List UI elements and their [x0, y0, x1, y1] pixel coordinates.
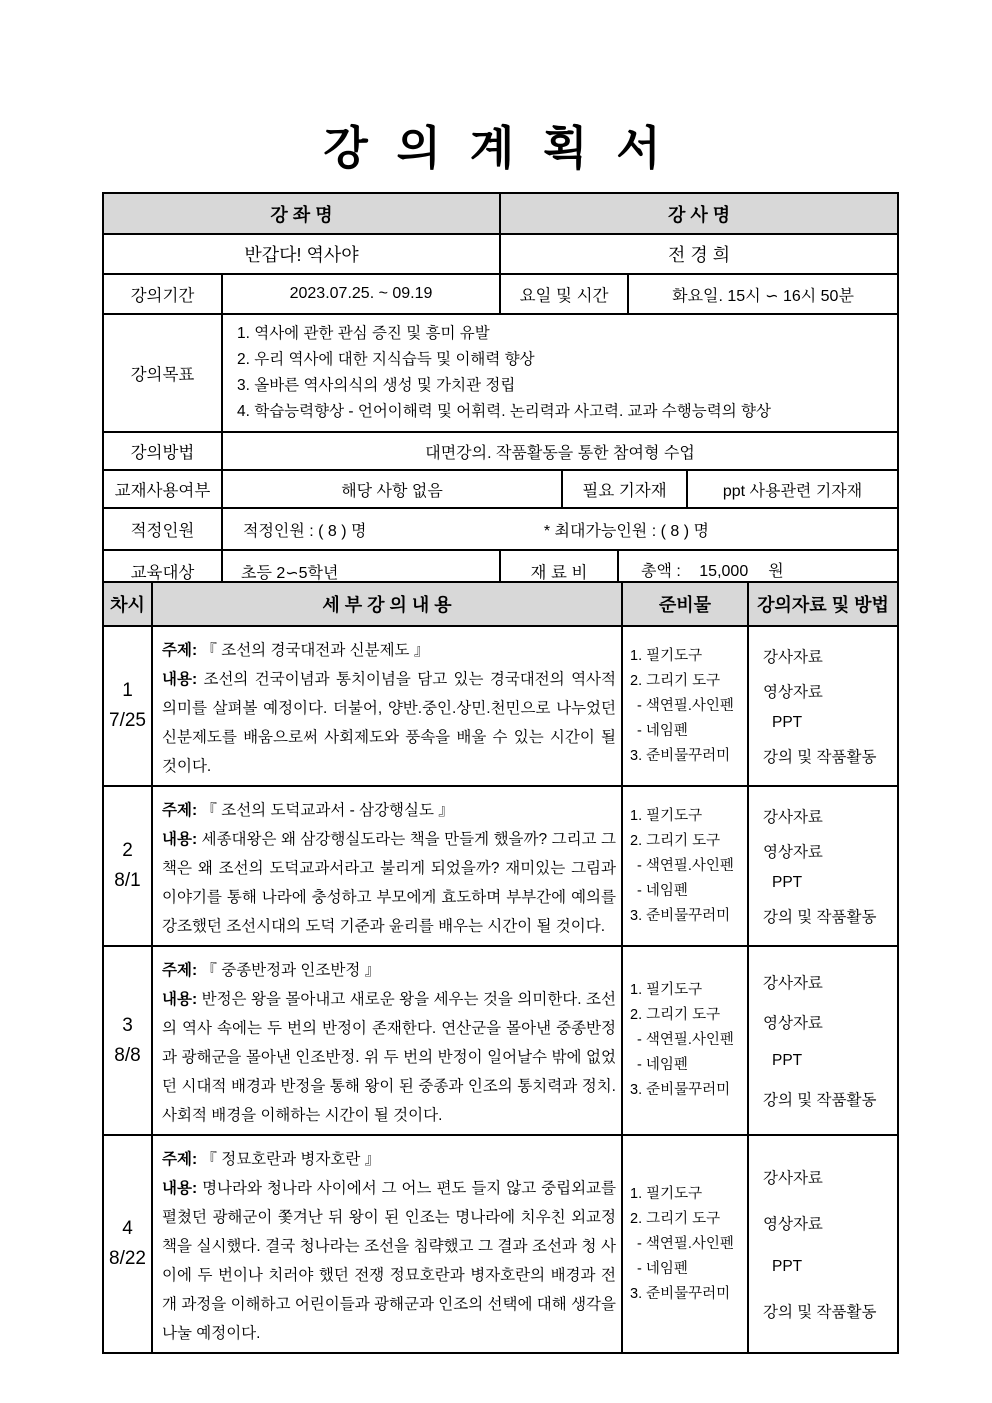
capacity-label: 적정인원 — [103, 508, 222, 550]
target-label: 교육대상 — [103, 550, 222, 592]
day-time-label: 요일 및 시간 — [500, 274, 628, 314]
objectives-row — [103, 314, 898, 432]
instructor-value: 전 경 희 — [500, 234, 898, 274]
period-row — [103, 274, 898, 314]
materials-cell — [622, 946, 748, 1135]
lesson-topic: 주제: 『 정묘호란과 병자호란 』 — [162, 1151, 381, 1168]
session-header: 차시 — [103, 582, 152, 626]
resource-item: 강사자료 — [763, 975, 823, 993]
resource-item: 영상자료 — [763, 843, 823, 861]
material-item: - 네임펜 — [637, 722, 688, 739]
resources-cell — [748, 626, 898, 786]
capacity-max-value: * 최대가능인원 : ( 8 ) 명 — [543, 522, 709, 540]
material-item: - 색연필.사인펜 — [637, 1235, 734, 1252]
lesson-topic: 주제: 『 조선의 도덕교과서 - 삼강행실도 』 — [162, 802, 454, 819]
lesson-content-cell — [152, 626, 622, 786]
material-item: 1. 필기도구 — [630, 982, 703, 998]
materials-cell — [622, 786, 748, 946]
material-item: 1. 필기도구 — [630, 807, 703, 824]
resource-item: 강의 및 작품활동 — [763, 908, 877, 926]
course-name-value: 반갑다! 역사야 — [103, 234, 500, 274]
lesson-description: 내용: 반정은 왕을 몰아내고 새로운 왕을 세우는 것을 의미한다. 조선의 역사 속에는 두 번의 반정이 존재한다. 연산군을 몰아낸 중종반정과 광해군을 몰아낸 인조반정. 위 두 번의 반정이 일어날수 밖에 없었던 시대적 배경과 반정을 통해 왕이 된 중종과 인조의 통치력과 정치. 사회적 배경을 이해하는 시간이 될 것이다. — [162, 991, 616, 1124]
material-fee-label: 재 료 비 — [500, 550, 618, 592]
session-date: 8/22 — [109, 1248, 146, 1269]
material-item: 3. 준비물꾸러미 — [630, 907, 731, 924]
material-item: 1. 필기도구 — [630, 1185, 703, 1202]
day-time-value: 화요일. 15시 ∽ 16시 50분 — [628, 274, 898, 314]
schedule-row-1 — [103, 626, 898, 786]
instructor-header: 강 사 명 — [500, 193, 898, 234]
target-value: 초등 2∽5학년 — [222, 550, 500, 592]
material-item: 3. 준비물꾸러미 — [630, 1285, 731, 1302]
material-item: - 네임펜 — [637, 1260, 688, 1277]
objective-item: 2. 우리 역사에 대한 지식습득 및 이해력 향상 — [237, 351, 535, 368]
textbook-value: 해당 사항 없음 — [222, 470, 562, 508]
material-item: 2. 그리기 도구 — [630, 1007, 721, 1023]
lesson-topic: 주제: 『 중종반정과 인조반정 』 — [162, 962, 381, 979]
material-item: 2. 그리기 도구 — [630, 832, 721, 849]
resource-item: PPT — [772, 874, 803, 892]
session-cell — [103, 626, 152, 786]
resource-item: PPT — [772, 1258, 803, 1275]
lesson-content-cell — [152, 786, 622, 946]
material-item: 1. 필기도구 — [630, 647, 703, 664]
fee-unit: 원 — [768, 562, 784, 580]
resource-item: 강사자료 — [763, 649, 823, 667]
fee-prefix: 총액 : — [641, 562, 681, 580]
material-item: 3. 준비물꾸러미 — [630, 747, 731, 764]
material-item: - 네임펜 — [637, 1057, 688, 1073]
resource-item: 강사자료 — [763, 809, 823, 827]
objective-item: 3. 올바른 역사의식의 생성 및 가치관 정립 — [237, 377, 516, 394]
session-date: 8/8 — [114, 1044, 141, 1066]
period-label: 강의기간 — [103, 274, 222, 314]
material-item: 2. 그리기 도구 — [630, 1210, 721, 1227]
period-value: 2023.07.25. ~ 09.19 — [222, 274, 500, 314]
resource-item: PPT — [772, 714, 803, 732]
resource-item: 강의 및 작품활동 — [763, 748, 877, 766]
textbook-row — [103, 470, 898, 508]
lesson-topic: 주제: 『 조선의 경국대전과 신분제도 』 — [162, 642, 430, 659]
resources-cell — [748, 946, 898, 1135]
material-item: 3. 준비물꾸러미 — [630, 1082, 731, 1098]
course-info-table — [102, 192, 899, 593]
resource-item: 영상자료 — [763, 1015, 823, 1033]
objective-item: 1. 역사에 관한 관심 증진 및 흥미 유발 — [237, 325, 490, 342]
capacity-cell — [222, 508, 898, 550]
objectives-list — [222, 314, 898, 432]
method-row — [103, 432, 898, 470]
lesson-description: 내용: 조선의 건국이념과 통치이념을 담고 있는 경국대전의 역사적 의미를 살펴볼 예정이다. 더불어, 양반.중인.상민.천민으로 나누었던 신분제도를 배움으로써 사회제도와 풍속을 배울 수 있는 시간이 될 것이다. — [162, 671, 616, 775]
objectives-label: 강의목표 — [103, 314, 222, 432]
session-cell — [103, 946, 152, 1135]
session-number: 2 — [122, 840, 133, 861]
resource-item: 강의 및 작품활동 — [763, 1304, 877, 1321]
capacity-value: 적정인원 : ( 8 ) 명 — [243, 522, 367, 540]
material-item: - 색연필.사인펜 — [637, 857, 734, 874]
schedule-row-3 — [103, 946, 898, 1135]
session-number: 3 — [122, 1014, 133, 1036]
session-cell — [103, 786, 152, 946]
lesson-content-cell — [152, 1135, 622, 1353]
lesson-content-cell — [152, 946, 622, 1135]
session-date: 8/1 — [114, 870, 141, 891]
equipment-value: ppt 사용관련 기자재 — [687, 470, 898, 508]
capacity-row — [103, 508, 898, 550]
equipment-label: 필요 기자재 — [562, 470, 687, 508]
schedule-table — [102, 581, 899, 1354]
material-item: 2. 그리기 도구 — [630, 672, 721, 689]
method-value: 대면강의. 작품활동을 통한 참여형 수업 — [222, 432, 898, 470]
session-date: 7/25 — [109, 710, 146, 731]
resources-header: 강의자료 및 방법 — [748, 582, 898, 626]
resources-cell — [748, 786, 898, 946]
session-number: 4 — [122, 1218, 133, 1239]
resource-item: 강의 및 작품활동 — [763, 1091, 877, 1109]
textbook-label: 교재사용여부 — [103, 470, 222, 508]
resources-cell — [748, 1135, 898, 1353]
name-row — [103, 234, 898, 274]
content-header: 세 부 강 의 내 용 — [152, 582, 622, 626]
info-header-row — [103, 193, 898, 234]
schedule-row-2 — [103, 786, 898, 946]
resource-item: 강사자료 — [763, 1170, 823, 1187]
session-cell — [103, 1135, 152, 1353]
material-item: - 색연필.사인펜 — [637, 1032, 734, 1048]
lesson-description: 내용: 세종대왕은 왜 삼강행실도라는 책을 만들게 했을까? 그리고 그 책은 왜 조선의 도덕교과서라고 불리게 되었을까? 재미있는 그림과 이야기를 통해 나라에 충성하고 부모에게 효도하며 부부간에 예의를 강조했던 조선시대의 도덕 기준과 윤리를 배우는 시간이 될 것이다. — [162, 831, 617, 935]
session-number: 1 — [122, 680, 133, 701]
fee-amount: 15,000 — [699, 562, 749, 580]
page-title: 강 의 계 획 서 — [323, 122, 669, 174]
resource-item: 영상자료 — [763, 683, 823, 701]
resource-item: PPT — [772, 1051, 803, 1069]
course-name-header: 강 좌 명 — [103, 193, 500, 234]
materials-cell — [622, 626, 748, 786]
materials-cell — [622, 1135, 748, 1353]
lesson-description: 내용: 명나라와 청나라 사이에서 그 어느 편도 들지 않고 중립외교를 펼쳤던 광해군이 쫓겨난 뒤 왕이 된 인조는 명나라에 치우친 외교정책을 실시했다. 결국 청나라는 조선을 침략했고 그 결과 조선과 청 사이에 두 번이나 치러야 했던 전쟁 정묘호란과 병자호란의 배경과 전개 과정을 이해하고 어린이들과 광해군과 인조의 선택에 대해 생각을 나눌 예정이다. — [162, 1180, 616, 1342]
objective-item: 4. 학습능력향상 - 언어이해력 및 어휘력. 논리력과 사고력. 교과 수행능력의 향상 — [237, 403, 771, 420]
material-item: - 네임펜 — [637, 882, 688, 899]
schedule-row-4 — [103, 1135, 898, 1353]
method-label: 강의방법 — [103, 432, 222, 470]
schedule-header-row — [103, 582, 898, 626]
material-item: - 색연필.사인펜 — [637, 697, 734, 714]
resource-item: 영상자료 — [763, 1216, 823, 1233]
materials-header: 준비물 — [622, 582, 748, 626]
